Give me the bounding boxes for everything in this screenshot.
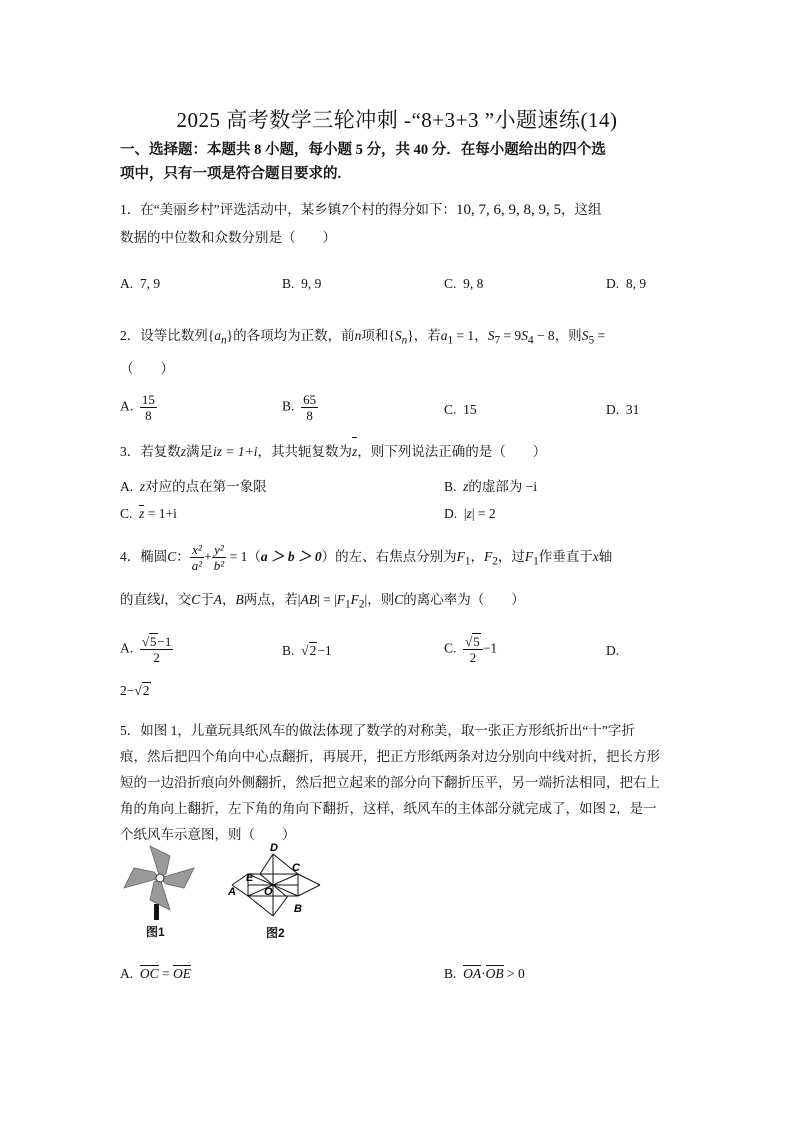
q2-option-a[interactable]: A. $\frac{15}{8}$ [120, 392, 155, 423]
question-3 [120, 438, 680, 466]
q1-text-c: ，这组 [560, 202, 602, 217]
q4-option-c[interactable]: C. $\frac{√5}{2}$ −1 [444, 634, 498, 665]
question-5-line5: 个纸风车示意图，则（ ） [120, 827, 296, 842]
q4-option-d-value[interactable]: 2−√2 [120, 683, 150, 698]
section-heading [120, 138, 680, 186]
figure-2-diagram [226, 840, 332, 944]
question-1-line1 [120, 196, 680, 224]
question-1-line2: 数据的中位数和众数分别是（ ） [120, 230, 336, 245]
question-4-line2: 的直线l，交C于A，B两点，若$|AB| = |F_1F_2|$，则C的离心率为（ ） [120, 591, 525, 611]
q2-option-d[interactable]: D. 31 [606, 402, 640, 417]
pinwheel-stick [154, 904, 159, 920]
q3-option-a[interactable]: A. z对应的点在第一象限 [120, 479, 267, 494]
q1-village-count: 7 [341, 202, 348, 217]
q3-option-c[interactable]: C. z = 1+i [120, 506, 177, 521]
figure-1-caption: 图1 [146, 925, 165, 939]
question-5-line4: 角的角向上翻折，左下角的角向下翻折，这样，纸风车的主体部分就完成了，如图 2，是一 [120, 801, 657, 816]
section-heading-line1: 一、选择题：本题共 8 小题，每小题 5 分，共 40 分．在每小题给出的四个选 [120, 142, 606, 158]
question-5-line3: 短的一边沿折痕向外侧翻折，然后把立起来的部分向下翻折压平，另一端折法相同，把右上 [120, 775, 660, 790]
q1-option-a[interactable]: A. 7, 9 [120, 276, 161, 291]
q1-text-a: 1．在“美丽乡村”评选活动中，某乡镇 [120, 202, 342, 217]
question-5-line1: 5．如图 1，儿童玩具纸风车的做法体现了数学的对称美，取一张正方形纸折出“十”字折 [120, 723, 635, 738]
label-point-a: A [228, 886, 236, 898]
pinwheel-center [156, 874, 164, 882]
q4-option-a-fraction: $\frac{√5-1}{2}$ [141, 634, 172, 665]
q4-option-b[interactable]: B. √2−1 [282, 643, 332, 658]
q1-option-d[interactable]: D. 8, 9 [606, 276, 647, 291]
figure-1-pinwheel [116, 838, 206, 944]
q4-fraction-x: $\frac{\text{x²}}{\text{a²}}$ [191, 542, 203, 574]
q2-option-b[interactable]: B. $\frac{65}{8}$ [282, 392, 317, 423]
q1-option-c[interactable]: C. 9, 8 [444, 276, 484, 291]
q2-option-c[interactable]: C. 15 [444, 402, 477, 417]
question-2-line2: （ ） [120, 360, 174, 376]
q2-option-b-fraction: $\frac{65}{8}$ [303, 392, 317, 423]
q2-option-a-fraction: $\frac{15}{8}$ [141, 392, 155, 423]
label-point-c: C [292, 862, 300, 874]
question-4-line1: 4．椭圆C： $\frac{\text{x²}}{\text{a²}}$ + $\frac{\text{y²}}{\text{b²}}$ = 1（a ＞ b ＞ 0）的左、右焦点分别为$F_1$，$F_2$，过$F_1$作垂直于x轴 [120, 542, 613, 574]
q5-option-b[interactable]: B. OA·OB > 0 [444, 966, 525, 981]
label-point-d: D [270, 842, 278, 854]
section-heading-line2: 项中，只有一项是符合题目要求的. [120, 166, 342, 182]
question-1 [120, 196, 680, 252]
q5-option-a[interactable]: A. OC = OE [120, 966, 192, 981]
q3-option-d[interactable]: D. |z| = 2 [444, 506, 496, 521]
q1-scores: 10, 7, 6, 9, 8, 9, 5 [455, 202, 561, 218]
question-3-line1: 3．若复数z满足iz = 1+i，其共轭复数为z，则下列说法正确的是（ ） [120, 438, 680, 466]
q3-option-b[interactable]: B. z的虚部为 −i [444, 479, 538, 494]
label-point-e: E [246, 872, 254, 884]
label-point-b: B [294, 903, 302, 915]
q1-text-b: 个村的得分如下： [347, 202, 456, 217]
question-2 [120, 322, 680, 383]
page-title: 2025 高考数学三轮冲刺 -“8+3+3 ”小题速练(14) [176, 108, 618, 132]
question-5-line2: 痕，然后把四个角向中心点翻折，再展开，把正方形纸两条对边分别向中线对折，把长方形 [120, 749, 660, 764]
figure-2-caption: 图2 [266, 926, 285, 940]
question-2-line1: 2．设等比数列$\{a_n\}$的各项均为正数，前n项和$\{S_n\}$，若$a_1 = 1$，$S_7 = 9S_4 - 8$，则$S_5$ = [120, 328, 606, 347]
q4-fraction-y: $\frac{\text{y²}}{\text{b²}}$ [213, 542, 225, 574]
q4-option-a[interactable]: A. $\frac{√5-1}{2}$ [120, 634, 172, 665]
q4-option-d-label[interactable]: D. [606, 643, 620, 658]
figure-2-lines [232, 854, 320, 916]
q1-option-b[interactable]: B. 9, 9 [282, 276, 322, 291]
label-point-o: O [264, 886, 273, 898]
q4-option-c-fraction: $\frac{√5}{2}$ [463, 634, 483, 665]
question-4 [120, 538, 680, 623]
question-5 [120, 718, 680, 848]
